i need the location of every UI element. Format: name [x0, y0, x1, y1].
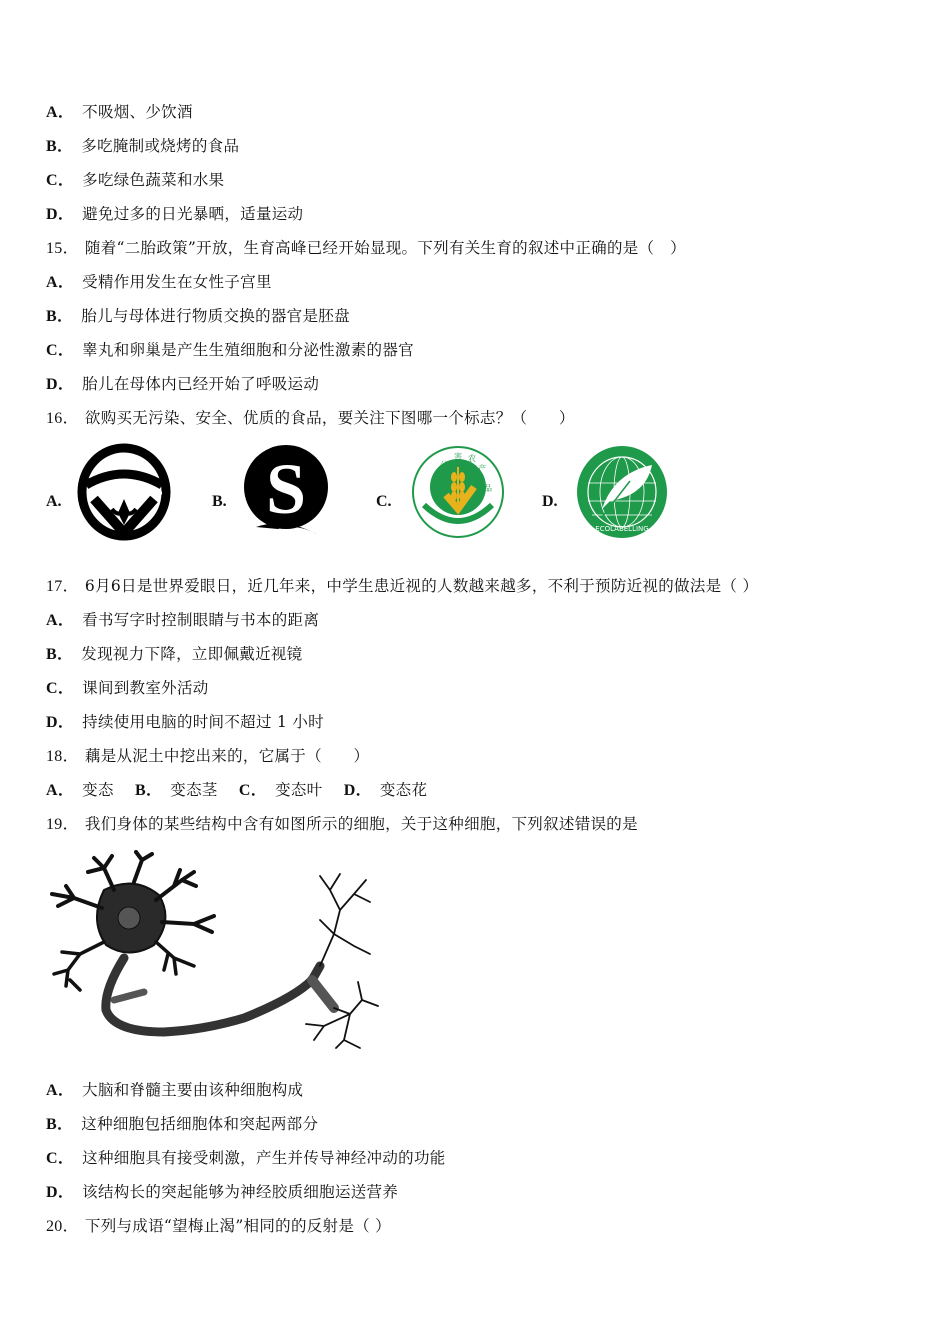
q15-stem: 15． 随着“二胎政策”开放，生育高峰已经开始显现。下列有关生育的叙述中正确的是（ ）: [46, 239, 686, 257]
svg-text:农: 农: [468, 454, 476, 463]
q18-option-a: A． 变态: [46, 781, 114, 799]
q15-option-d: D． 胎儿在母体内已经开始了呼吸运动: [46, 375, 320, 393]
q17-option-b: B． 发现视力下降，立即佩戴近视镜: [46, 645, 303, 663]
svg-text:无: 无: [432, 482, 440, 491]
svg-text:品: 品: [484, 484, 492, 493]
q16-stem: 16． 欲购买无污染、安全、优质的食品，要关注下图哪一个标志？（ ）: [46, 409, 575, 427]
svg-text:害: 害: [454, 452, 462, 461]
q17-option-d: D． 持续使用电脑的时间不超过 1 小时: [46, 713, 324, 731]
q17-option-a: A． 看书写字时控制眼睛与书本的距离: [46, 611, 320, 629]
q14-option-b: B． 多吃腌制或烧烤的食品: [46, 137, 240, 155]
q17-option-c: C． 课间到教室外活动: [46, 679, 209, 697]
q15-option-c: C． 睾丸和卵巢是产生生殖细胞和分泌性激素的器官: [46, 341, 414, 359]
certification-mark-logo-icon: [76, 443, 172, 541]
q16-logo-options: A. B. S C. 无 公 害 农 产 品 D. ECOLABELLING: [46, 443, 746, 543]
neuron-diagram-icon: [44, 850, 389, 1050]
q14-option-d: D． 避免过多的日光暴晒，适量运动: [46, 205, 304, 223]
q19-option-d: D． 该结构长的突起能够为神经胶质细胞运送营养: [46, 1183, 399, 1201]
q18-option-c: C． 变态叶: [238, 781, 323, 799]
qs-quality-safety-logo-icon: [238, 443, 334, 541]
q18-options: [46, 780, 443, 801]
q18-option-d: D． 变态花: [343, 781, 428, 799]
q20-stem: 20． 下列与成语“望梅止渴”相同的的反射是（ ）: [46, 1217, 391, 1235]
q19-option-c: C． 这种细胞具有接受刺激，产生并传导神经冲动的功能: [46, 1149, 446, 1167]
q19-stem: 19． 我们身体的某些结构中含有如图所示的细胞，关于这种细胞，下列叙述错误的是: [46, 815, 638, 833]
q18-stem: 18． 藕是从泥土中挖出来的，它属于（ ）: [46, 747, 370, 765]
svg-text:产: 产: [478, 464, 486, 473]
environmental-labelling-logo-icon: [574, 443, 670, 541]
svg-text:公: 公: [440, 460, 448, 469]
q15-option-a: A． 受精作用发生在女性子宫里: [46, 273, 272, 291]
svg-text:S: S: [265, 449, 307, 529]
q17-stem: 17． 6月6日是世界爱眼日，近几年来，中学生患近视的人数越来越多，不利于预防近视的做法是（ ）: [46, 577, 759, 595]
svg-text:ECOLABELLING: ECOLABELLING: [595, 525, 649, 533]
q18-option-b: B． 变态茎: [135, 781, 218, 799]
q14-option-c: C． 多吃绿色蔬菜和水果: [46, 171, 225, 189]
q14-option-a: A． 不吸烟、少饮酒: [46, 103, 193, 121]
q19-option-b: B． 这种细胞包括细胞体和突起两部分: [46, 1115, 319, 1133]
q19-option-a: A． 大脑和脊髓主要由该种细胞构成: [46, 1081, 304, 1099]
q15-option-b: B． 胎儿与母体进行物质交换的器官是胚盘: [46, 307, 350, 325]
pollution-free-agricultural-product-logo-icon: [410, 443, 506, 541]
